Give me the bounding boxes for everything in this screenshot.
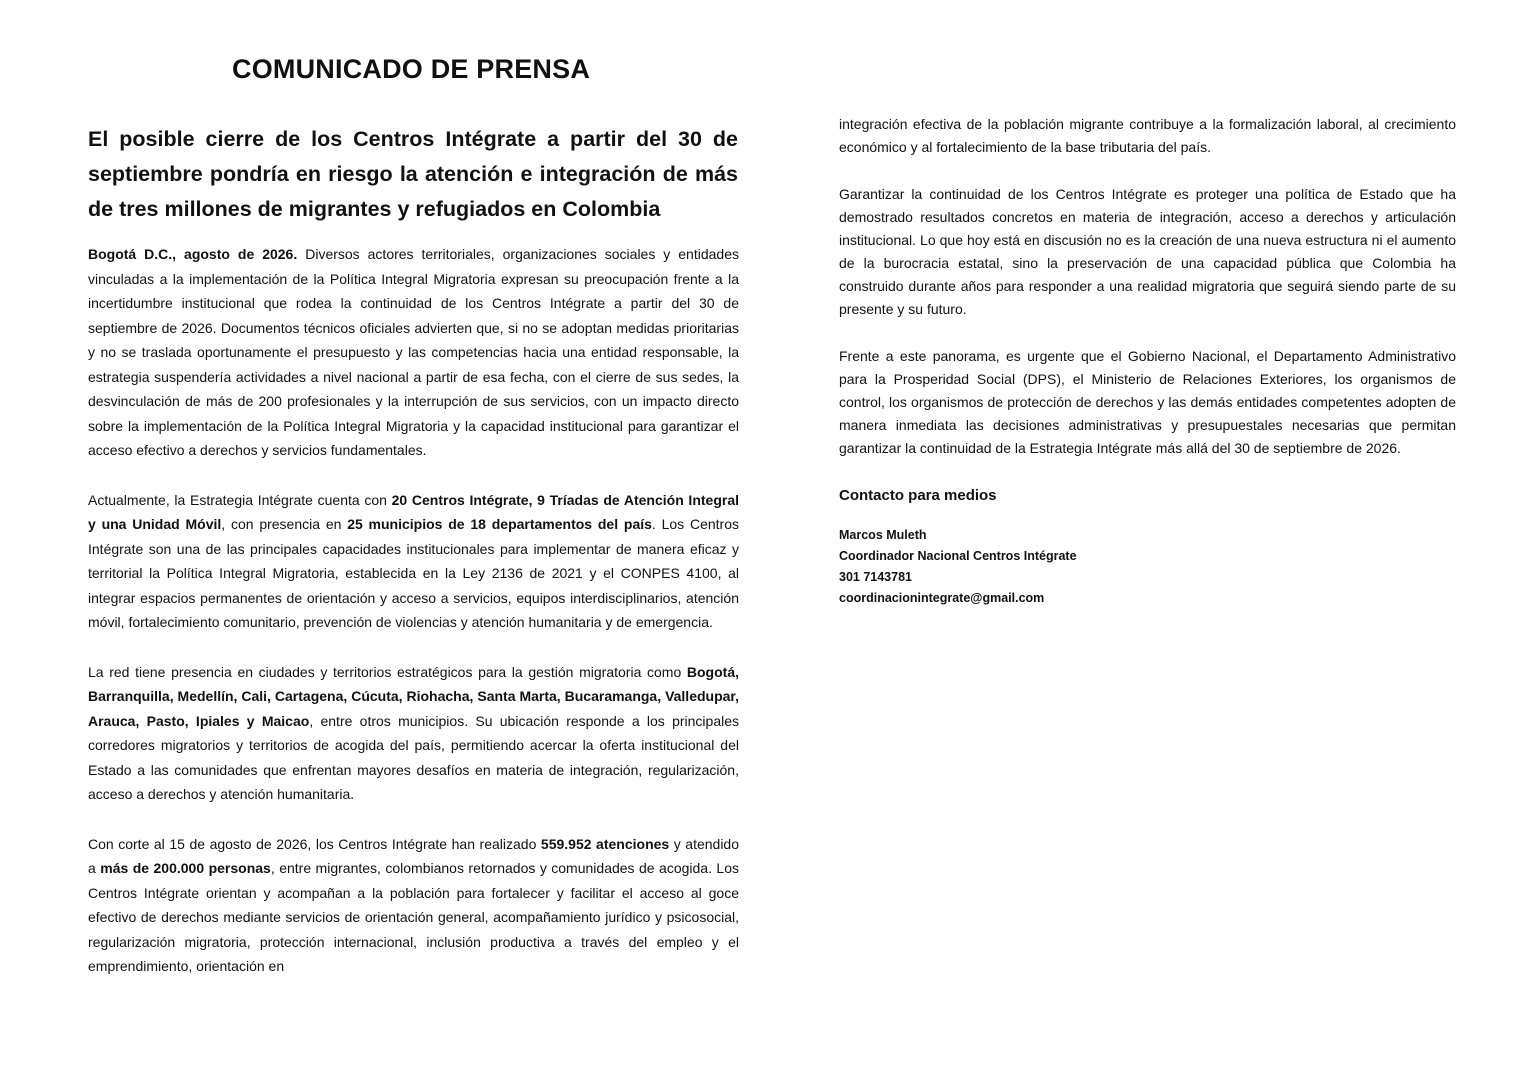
press-headline: El posible cierre de los Centros Intégrate a partir del 30 de septiembre pondría en riesgo la atención e integración de más de tres millones de migrantes y refugiados en Colombia xyxy=(88,127,738,221)
contact-heading: Contacto para medios xyxy=(839,487,997,504)
contact-name: Marcos Muleth xyxy=(839,528,927,542)
dateline: Bogotá D.C., agosto de 2026. xyxy=(88,246,298,262)
paragraph-network: La red tiene presencia en ciudades y territorios estratégicos para la gestión migratoria como Bogotá, Barranquilla, Medellín, Cali, Cartagena, Cúcuta, Riohacha, Santa Marta, Bucaramanga, Valledupar, Arauca, Pasto, Ipiales y Maicao, entre otros municipios. Su ubicación responde a los principales corredores migratorios y territorios de acogida del país, permitiendo acercar la oferta institucional del Estado a las comunidades que enfrentan mayores desafíos en materia de integración, regularización, acceso a derechos y atención humanitaria. xyxy=(88,663,740,802)
contact-block xyxy=(839,484,1456,609)
contact-email: coordinacionintegrate@gmail.com xyxy=(839,591,1045,605)
city-list: Bogotá, Barranquilla, Medellín, Cali, Cartagena, Cúcuta, Riohacha, Santa Marta, Bucaramanga, Valledupar, Arauca, Pasto, Ipiales y Maicao xyxy=(88,663,739,729)
paragraph-statistics: Con corte al 15 de agosto de 2026, los Centros Intégrate han realizado 559.952 atenciones y atendido a más de 200.000 personas, entre migrantes, colombianos retornados y comunidades de acogida. Los Centros Intégrate orientan y acompañan a la población para fortalecer y facilitar el acceso al goce efectivo de derechos mediante servicios de orientación general, acompañamiento jurídico y psicosocial, regularización migratoria, protección internacional, inclusión productiva a través del empleo y el emprendimiento, orientación en xyxy=(88,835,740,974)
paragraph-integration: integración efectiva de la población migrante contribuye a la formalización laboral, al crecimiento económico y al fortalecimiento de la base tributaria del país. xyxy=(839,116,1456,155)
paragraph-call-to-action: Frente a este panorama, es urgente que el Gobierno Nacional, el Departamento Administrativo para la Prosperidad Social (DPS), el Ministerio de Relaciones Exteriores, los organismos de control, los organismos de protección de derechos y las demás entidades competentes adopten de manera inmediata las decisiones administrativas y presupuestales necesarias que permitan garantizar la continuidad de la Estrategia Intégrate más allá del 30 de septiembre de 2026. xyxy=(839,348,1456,456)
contact-role: Coordinador Nacional Centros Intégrate xyxy=(839,549,1077,563)
paragraph-strategy: Actualmente, la Estrategia Intégrate cuenta con 20 Centros Intégrate, 9 Tríadas de Atención Integral y una Unidad Móvil, con presencia en 25 municipios de 18 departamentos del país. Los Centros Intégrate son una de las principales capacidades institucionales para implementar de manera eficaz y territorial la Política Integral Migratoria, establecida en la Ley 2136 de 2021 y el CONPES 4100, al integrar espacios permanentes de orientación y acceso a servicios, equipos interdisciplinarios, atención móvil, fortalecimiento comunitario, prevención de violencias y atención humanitaria y de emergencia. xyxy=(88,491,739,630)
paragraph-intro: Bogotá D.C., agosto de 2026. Diversos actores territoriales, organizaciones sociales y entidades vinculadas a la implementación de la Política Integral Migratoria expresan su preocupación frente a la incertidumbre institucional que rodea la continuidad de los Centros Intégrate a partir del 30 de septiembre de 2026. Documentos técnicos oficiales advierten que, si no se adoptan medidas prioritarias y no se traslada oportunamente el presupuesto y las competencias hacia una entidad responsable, la estrategia suspendería actividades a nivel nacional a partir de esa fecha, con el cierre de sus sedes, la desvinculación de más de 200 profesionales y la interrupción de sus servicios, con un impacto directo sobre la implementación de la Política Integral Migratoria y la capacidad institucional para garantizar el acceso efectivo a derechos y servicios fundamentales. xyxy=(88,246,739,458)
page-title: COMUNICADO DE PRENSA xyxy=(232,54,591,84)
contact-phone: 301 7143781 xyxy=(839,570,912,584)
paragraph-continuity: Garantizar la continuidad de los Centros Intégrate es proteger una política de Estado que ha demostrado resultados concretos en materia de integración, acceso a derechos y articulación institucional. Lo que hoy está en discusión no es la creación de una nueva estructura ni el aumento de la burocracia estatal, sino la preservación de una capacidad pública que Colombia ha construido durante años para responder a una realidad migratoria que seguirá siendo parte de su presente y su futuro. xyxy=(839,186,1456,317)
right-column xyxy=(839,113,1456,609)
left-column xyxy=(88,242,739,979)
